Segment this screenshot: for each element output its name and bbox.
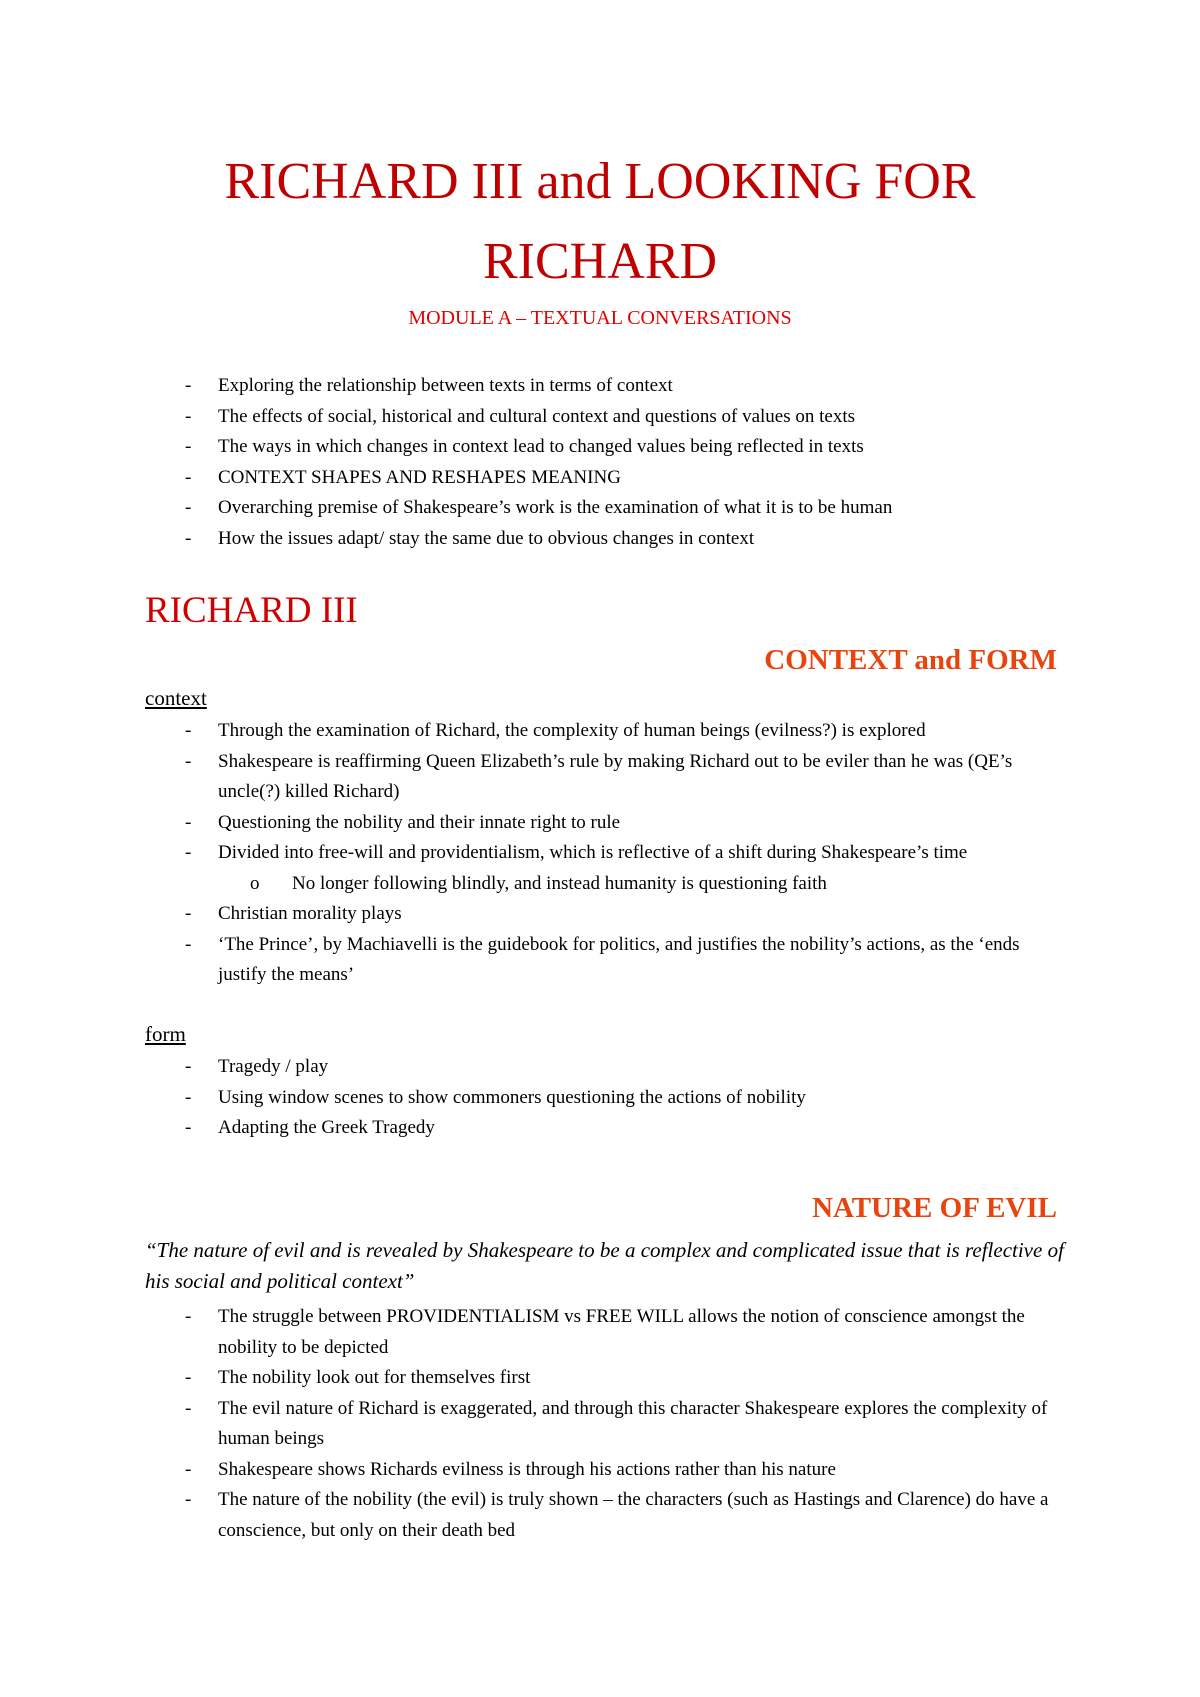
dash-bullet: -: [185, 1458, 192, 1480]
list-item: - ‘The Prince’, by Machiavelli is the guidebook for politics, and justifies the nobility’s actions, as the ‘ends justify the means’: [0, 930, 1066, 991]
dash-bullet: -: [185, 375, 192, 396]
list-item: - The effects of social, historical and cultural context and questions of values on texts: [0, 402, 1066, 433]
intro-list: [0, 371, 1200, 554]
nature-of-evil-quote: “The nature of evil and is revealed by Shakespeare to be a complex and complicated issue that is reflective of his social and political context”: [145, 1238, 1064, 1293]
label-form: form: [145, 1022, 186, 1046]
dash-bullet: -: [185, 1086, 192, 1108]
evil-list: [0, 1302, 1200, 1546]
dash-bullet: -: [185, 1489, 192, 1510]
section-heading-richard-iii: RICHARD III: [145, 590, 358, 631]
form-list: [0, 1052, 1200, 1144]
dash-bullet: -: [185, 405, 192, 427]
label-context: context: [145, 686, 207, 710]
list-item: - Using window scenes to show commoners questioning the actions of nobility: [0, 1083, 1066, 1114]
page-title-line-2: RICHARD: [482, 233, 718, 290]
list-item: - Shakespeare shows Richards evilness is through his actions rather than his nature: [0, 1455, 1066, 1486]
list-item: - How the issues adapt/ stay the same due to obvious changes in context: [0, 524, 1066, 555]
page-title-line-1: RICHARD III and LOOKING FOR: [224, 153, 976, 210]
list-item: - Christian morality plays: [0, 899, 1066, 930]
list-item: - Exploring the relationship between texts in terms of context: [0, 371, 1066, 402]
list-item: - Through the examination of Richard, the complexity of human beings (evilness?) is explored: [0, 716, 1066, 747]
dash-bullet: -: [185, 1056, 192, 1077]
dash-bullet: -: [185, 933, 192, 955]
list-item: - The nature of the nobility (the evil) is truly shown – the characters (such as Hastings and Clarence) do have a conscience, but only on their death bed: [0, 1485, 1066, 1546]
list-item: - The nobility look out for themselves first: [0, 1363, 1066, 1394]
heading-context-and-form: CONTEXT and FORM: [764, 644, 1057, 676]
list-item: - Overarching premise of Shakespeare’s work is the examination of what it is to be human: [0, 493, 1066, 524]
dash-bullet: -: [185, 720, 192, 741]
circle-bullet: o: [250, 872, 260, 894]
context-list: [0, 716, 1200, 991]
dash-bullet: -: [185, 1306, 192, 1327]
list-item: - Questioning the nobility and their innate right to rule: [0, 808, 1066, 839]
list-item: - Tragedy / play: [0, 1052, 1066, 1083]
dash-bullet: -: [185, 436, 192, 457]
dash-bullet: -: [185, 750, 192, 772]
list-item: - The ways in which changes in context lead to changed values being reflected in texts: [0, 432, 1066, 463]
list-item: - Shakespeare is reaffirming Queen Elizabeth’s rule by making Richard out to be eviler than he was (QE’s uncle(?) killed Richard): [0, 747, 1066, 808]
dash-bullet: -: [185, 1367, 192, 1388]
dash-bullet: -: [185, 466, 192, 488]
list-item: - Adapting the Greek Tragedy: [0, 1113, 1066, 1144]
sub-list-item: o No longer following blindly, and instead humanity is questioning faith: [0, 869, 1066, 900]
list-item: - The evil nature of Richard is exaggerated, and through this character Shakespeare explores the complexity of human beings: [0, 1394, 1066, 1455]
dash-bullet: -: [185, 842, 192, 863]
list-item: - Divided into free-will and providentialism, which is reflective of a shift during Shakespeare’s time: [0, 838, 1066, 869]
dash-bullet: -: [185, 811, 192, 833]
dash-bullet: -: [185, 903, 192, 924]
dash-bullet: -: [185, 527, 192, 549]
heading-nature-of-evil: NATURE OF EVIL: [812, 1192, 1057, 1224]
page-subtitle: MODULE A – TEXTUAL CONVERSATIONS: [408, 307, 792, 329]
dash-bullet: -: [185, 1397, 192, 1419]
list-item: - CONTEXT SHAPES AND RESHAPES MEANING: [0, 463, 1066, 494]
list-item: - The struggle between PROVIDENTIALISM vs FREE WILL allows the notion of conscience amongst the nobility to be depicted: [0, 1302, 1066, 1363]
dash-bullet: -: [185, 1117, 192, 1138]
dash-bullet: -: [185, 497, 192, 518]
